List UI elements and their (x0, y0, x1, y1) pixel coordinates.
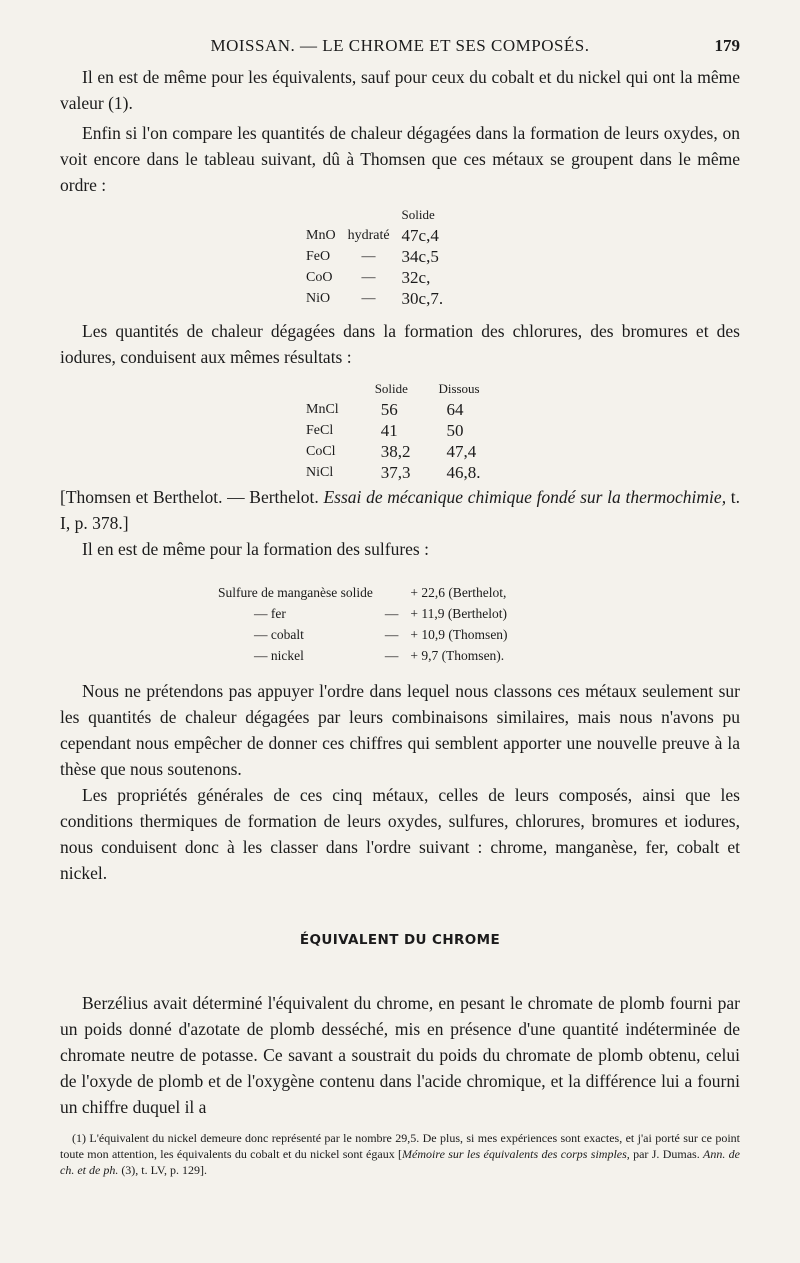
paragraph-sulfides-intro: Il en est de même pour la formation des sulfures : (82, 539, 429, 559)
solide-cell: 41 (380, 420, 398, 440)
paragraph-oxides-intro (60, 120, 740, 198)
value-cell: 32c, (401, 267, 431, 287)
formula-cell: FeO (306, 248, 331, 264)
label-cell: — nickel (254, 647, 304, 663)
formula-cell: CoCl (306, 443, 336, 459)
formula-cell: MnO (306, 227, 336, 243)
paragraph-text: Les quantités de chaleur dégagées dans la formation des chlorures, des bromures et des iodures, conduisent aux mêmes résultats : (60, 321, 740, 367)
table-row (300, 399, 486, 420)
solide-cell: 56 (380, 399, 398, 419)
paragraph-text: Il en est de même pour les équivalents, sauf pour ceux du cobalt et du nickel qui ont la même valeur (1). (60, 67, 740, 113)
footnote-title: Mémoire sur les équivalents des corps simples, (402, 1147, 630, 1161)
column-header-dissous: Dissous (438, 380, 480, 396)
footnote-author: par J. Dumas. (629, 1147, 704, 1161)
table-row (300, 441, 486, 462)
value-cell: + 9,7 (Thomsen). (410, 647, 505, 663)
value-cell: 30c,7. (401, 288, 444, 308)
chlorides-heat-table (300, 378, 486, 483)
note-cell: — (361, 269, 376, 285)
citation-block (60, 484, 740, 562)
label-cell: — fer (254, 605, 286, 621)
footnote-end: (3), t. LV, p. 129]. (118, 1163, 207, 1177)
paragraph-conclusion (60, 678, 740, 886)
running-header (60, 36, 740, 60)
dash-cell: — (384, 647, 399, 663)
label-cell: — cobalt (254, 626, 304, 642)
table-row (300, 267, 449, 288)
paragraph-berzelius (60, 990, 740, 1120)
table-row (300, 246, 449, 267)
dash-cell: — (384, 605, 399, 621)
solide-cell: 38,2 (380, 441, 411, 461)
formula-cell: CoO (306, 269, 333, 285)
table-row (212, 603, 514, 624)
dissous-cell: 46,8. (446, 462, 481, 482)
citation-suffix: t. I, p. 378.] (60, 487, 740, 533)
column-header-solide: Solide (374, 380, 408, 396)
column-header-solide: Solide (401, 206, 435, 222)
table-row (300, 420, 486, 441)
note-cell: hydraté (347, 227, 390, 243)
value-cell: + 11,9 (Berthelot) (410, 605, 508, 621)
table-row (300, 462, 486, 483)
note-cell: — (361, 248, 376, 264)
note-cell: — (361, 290, 376, 306)
formula-cell: FeCl (306, 422, 334, 438)
solide-cell: 37,3 (380, 462, 411, 482)
formula-cell: MnCl (306, 401, 339, 417)
sulfides-heat-table (212, 582, 514, 666)
paragraph-text: Nous ne prétendons pas appuyer l'ordre dans lequel nous classons ces métaux seulement sur les quantités de chaleur dégagées par leurs combinaisons similaires, mais nous n'avons pu cependant nous empêcher de donner ces chiffres qui semblent apporter une nouvelle preuve à la thèse que nous soutenons. (60, 681, 740, 779)
paragraph-text: Enfin si l'on compare les quantités de chaleur dégagées dans la formation de leurs oxydes, on voit encore dans le tableau suivant, dû à Thomsen que ces métaux se groupent dans le même ordre : (60, 123, 740, 195)
table-row (212, 645, 514, 666)
footnote-text (60, 1130, 740, 1178)
dash-cell (379, 582, 405, 603)
table-row (300, 288, 449, 309)
paragraph-chlorides-intro (60, 318, 740, 370)
table-row (212, 582, 514, 603)
section-heading: ÉQUIVALENT DU CHROME (299, 932, 501, 948)
formula-cell: NiO (306, 290, 331, 306)
paragraph-equivalents (60, 64, 740, 116)
paragraph-text: Les propriétés générales de ces cinq métaux, celles de leurs composés, ainsi que les conditions thermiques de formation de leurs oxydes, sulfures, chlorures, bromures et iodures, nous conduisent donc à les classer dans l'ordre suivant : chrome, manganèse, fer, cobalt et nickel. (60, 785, 740, 883)
paragraph-text: Berzélius avait déterminé l'équivalent du chrome, en pesant le chromate de plomb fourni par un poids donné d'azotate de plomb desséché, mis en présence d'une quantité indéterminée de chromate neutre de potasse. Ce savant a soustrait du poids du chromate de plomb obtenu, celui de l'oxyde de plomb et de l'oxygène contenu dans l'acide chromique, et la différence lui a fourni un chiffre duquel il a (60, 993, 740, 1117)
citation-reference (60, 484, 740, 536)
oxides-heat-table (300, 204, 449, 309)
running-title: MOISSAN. — LE CHROME ET SES COMPOSÉS. (210, 36, 590, 55)
table-row (300, 225, 449, 246)
value-cell: 47c,4 (401, 225, 439, 245)
page-number: 179 (714, 36, 740, 55)
footnote (60, 1130, 740, 1178)
dissous-cell: 64 (446, 399, 464, 419)
footnote-body: (1) L'équivalent du nickel demeure donc représenté par le nombre 29,5. De plus, si mes expériences sont exactes, et j'ai porté sur ce point toute mon attention, les équivalents du cobalt et du nickel sont égaux [ (60, 1131, 740, 1161)
citation-prefix: [Thomsen et Berthelot. — Berthelot. (60, 487, 324, 507)
value-cell: + 22,6 (Berthelot, (410, 584, 507, 600)
value-cell: 34c,5 (401, 246, 439, 266)
table-row (212, 624, 514, 645)
dash-cell: — (384, 626, 399, 642)
formula-cell: NiCl (306, 464, 334, 480)
label-cell: Sulfure de manganèse solide (218, 584, 373, 600)
dissous-cell: 47,4 (446, 441, 477, 461)
citation-title: Essai de mécanique chimique fondé sur la thermochimie, (323, 487, 727, 507)
footnote-journal: Ann. de ch. et de ph. (60, 1147, 741, 1177)
dissous-cell: 50 (446, 420, 464, 440)
value-cell: + 10,9 (Thomsen) (410, 626, 508, 642)
